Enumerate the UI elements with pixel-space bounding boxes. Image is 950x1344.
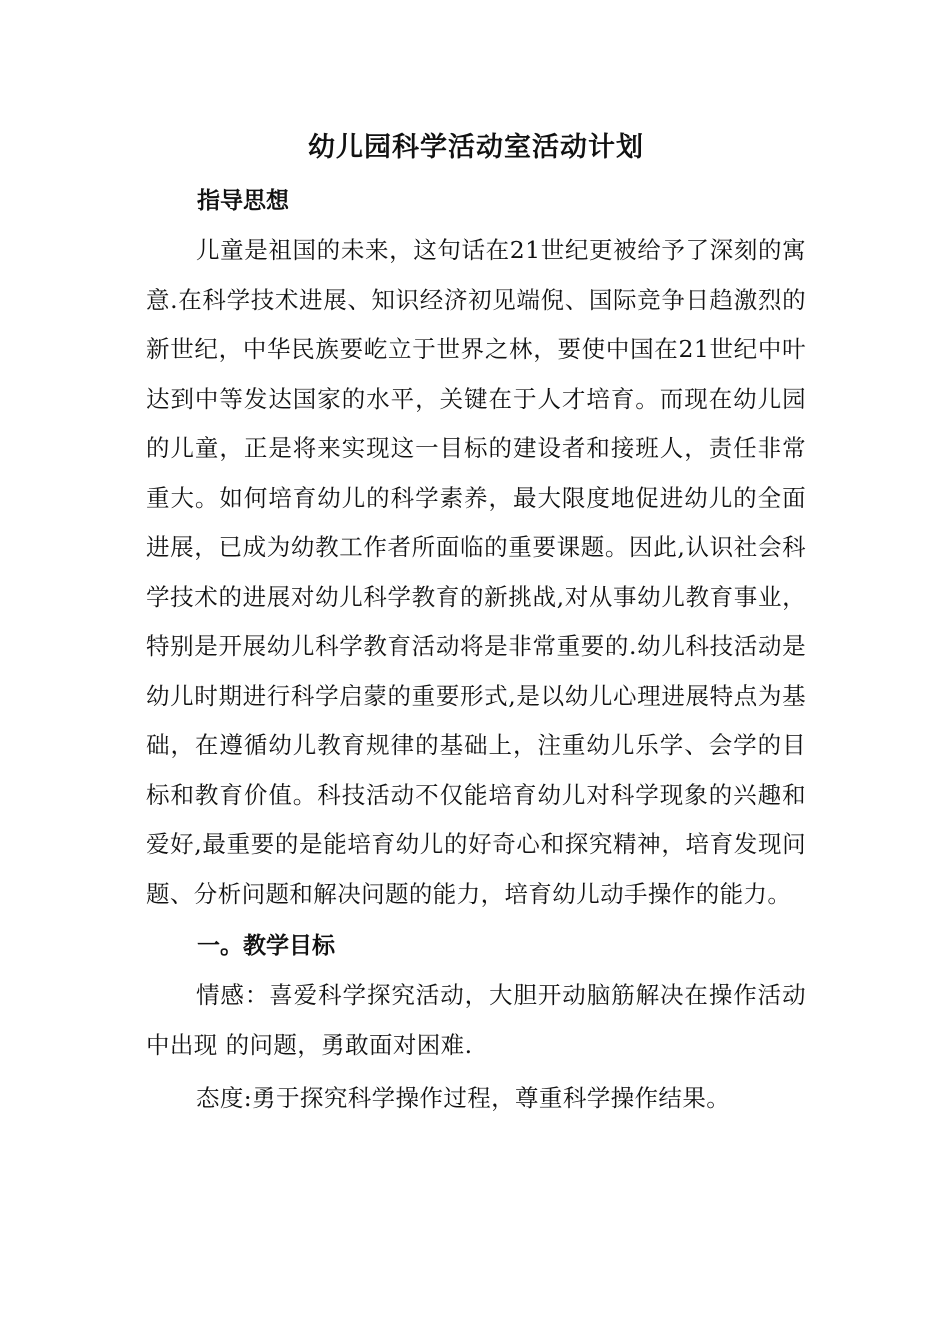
section-heading-guiding: 指导思想	[197, 188, 289, 214]
section-heading-goals: 一。教学目标	[197, 933, 335, 959]
paragraph-emotion: 情感：喜爱科学探究活动，大胆开动脑筋解决在操作活动中出现 的问题，勇敢面对困难.	[146, 981, 806, 1059]
paragraph-attitude: 态度:勇于探究科学操作过程，尊重科学操作结果。	[196, 1084, 731, 1112]
document-page	[146, 120, 806, 1240]
paragraph-guiding: 儿童是祖国的未来，这句话在21世纪更被给予了深刻的寓意.在科学技术进展、知识经济初见端倪、国际竞争日趋激烈的新世纪，中华民族要屹立于世界之林，要使中国在21世纪中叶达到中等发达国家的水平，关键在于人才培育。而现在幼儿园的儿童，正是将来实现这一目标的建设者和接班人，责任非常重大。如何培育幼儿的科学素养，最大限度地促进幼儿的全面进展，已成为幼教工作者所面临的重要课题。因此,认识社会科学技术的进展对幼儿科学教育的新挑战,对从事幼儿教育事业，特别是开展幼儿科学教育活动将是非常重要的.幼儿科技活动是幼儿时期进行科学启蒙的重要形式,是以幼儿心理进展特点为基础，在遵循幼儿教育规律的基础上，注重幼儿乐学、会学的目标和教育价值。科技活动不仅能培育幼儿对科学现象的兴趣和爱好,最重要的是能培育幼儿的好奇心和探究精神，培育发现问题、分析问题和解决问题的能力，培育幼儿动手操作的能力。	[146, 236, 806, 908]
document-title: 幼儿园科学活动室活动计划	[308, 132, 644, 163]
